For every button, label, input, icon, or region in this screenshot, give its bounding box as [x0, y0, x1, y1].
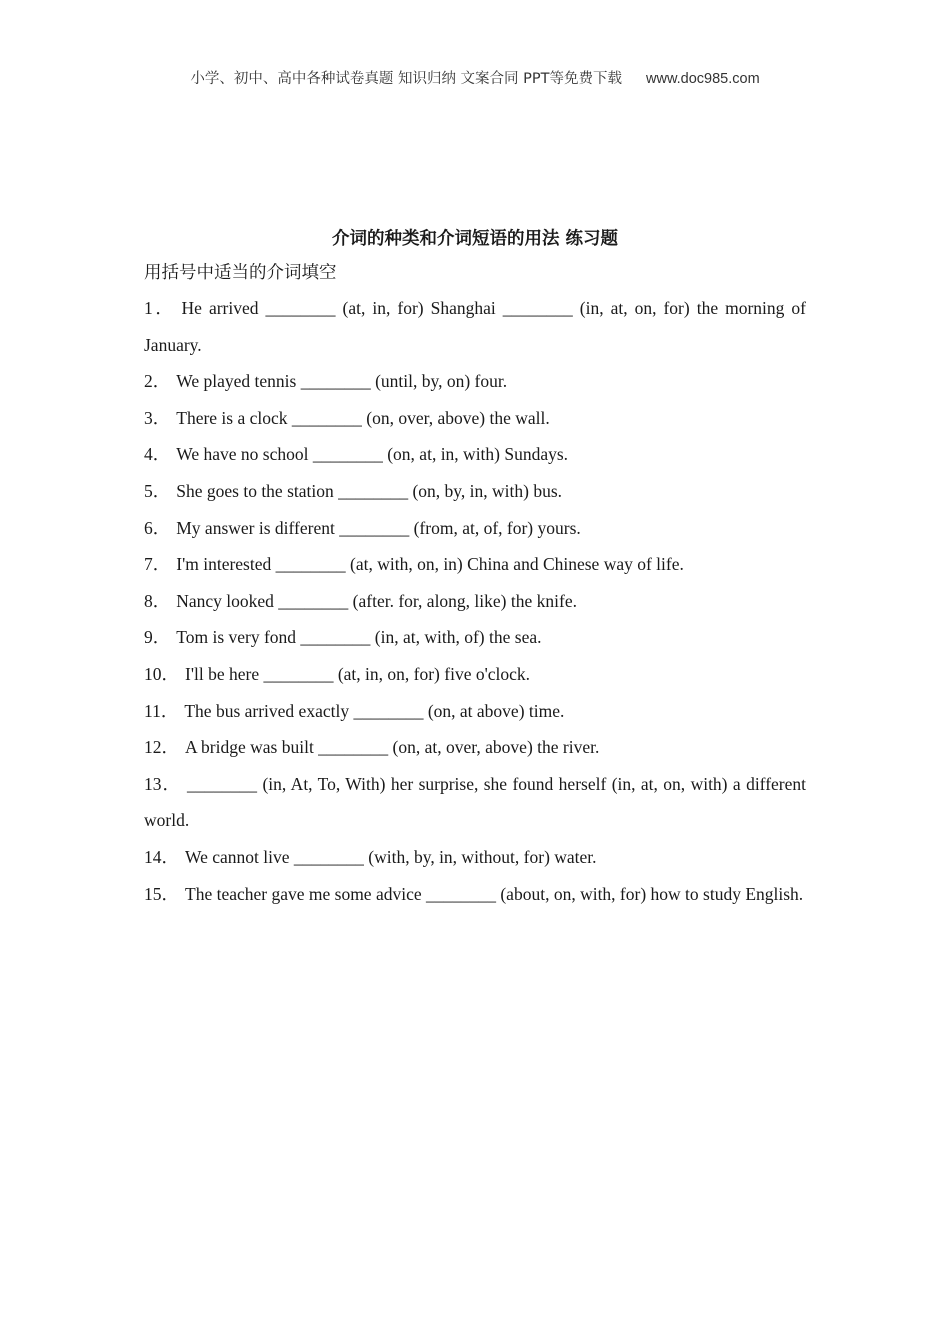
question-number: 6．	[144, 517, 171, 538]
question-number: 3．	[144, 407, 171, 428]
question-text: Tom is very fond ________ (in, at, with, of) the sea.	[176, 627, 542, 648]
question-number: 9．	[144, 627, 171, 648]
question-text: There is a clock ________ (on, over, above) the wall.	[176, 407, 550, 428]
question-item	[144, 839, 806, 876]
question-number: 12．	[144, 737, 179, 758]
question-text: The bus arrived exactly ________ (on, at above) time.	[184, 700, 565, 721]
question-number: 2．	[144, 371, 171, 392]
question-item	[144, 583, 806, 620]
question-number: 1．	[144, 298, 176, 318]
question-item	[144, 766, 806, 839]
question-item	[144, 510, 806, 547]
question-item	[144, 290, 806, 363]
question-item	[144, 729, 806, 766]
question-number: 11．	[144, 700, 179, 721]
question-text: I'll be here ________ (at, in, on, for) five o'clock.	[185, 663, 531, 684]
question-number: 13．	[144, 773, 182, 794]
question-text: We cannot live ________ (with, by, in, without, for) water.	[185, 846, 597, 867]
question-text: Nancy looked ________ (after. for, along, like) the knife.	[176, 590, 577, 611]
question-item	[144, 436, 806, 473]
question-number: 8．	[144, 590, 171, 611]
question-item	[144, 400, 806, 437]
header-text: 小学、初中、高中各种试卷真题 知识归纳 文案合同 PPT等免费下载	[190, 71, 623, 87]
question-text: She goes to the station ________ (on, by, in, with) bus.	[176, 480, 563, 501]
question-number: 5．	[144, 480, 171, 501]
question-number: 15．	[144, 883, 179, 904]
question-text: ________ (in, At, To, With) her surprise, she found herself (in, at, on, with) a different world.	[144, 773, 806, 831]
instruction-text: 用括号中适当的介词填空	[144, 263, 337, 283]
question-text: We played tennis ________ (until, by, on) four.	[176, 371, 508, 392]
question-number: 7．	[144, 554, 171, 575]
question-text: We have no school ________ (on, at, in, with) Sundays.	[176, 444, 569, 465]
question-text: I'm interested ________ (at, with, on, in) China and Chinese way of life.	[176, 554, 684, 575]
question-number: 10．	[144, 663, 179, 684]
question-item	[144, 363, 806, 400]
question-item	[144, 546, 806, 583]
question-text: A bridge was built ________ (on, at, over, above) the river.	[185, 737, 600, 758]
question-list	[144, 290, 806, 912]
page-title: 介词的种类和介词短语的用法 练习题	[331, 229, 619, 249]
question-number: 4．	[144, 444, 171, 465]
question-item	[144, 473, 806, 510]
question-number: 14．	[144, 846, 179, 867]
question-item	[144, 656, 806, 693]
page-header	[0, 67, 950, 88]
question-text: He arrived ________ (at, in, for) Shanghai ________ (in, at, on, for) the morning of January.	[144, 298, 807, 355]
question-item	[144, 619, 806, 656]
question-text: The teacher gave me some advice ________ (about, on, with, for) how to study English.	[185, 883, 804, 904]
question-item	[144, 693, 806, 730]
question-text: My answer is different ________ (from, at, of, for) yours.	[176, 517, 581, 538]
question-item	[144, 876, 806, 913]
header-url[interactable]: www.doc985.com	[646, 71, 760, 87]
